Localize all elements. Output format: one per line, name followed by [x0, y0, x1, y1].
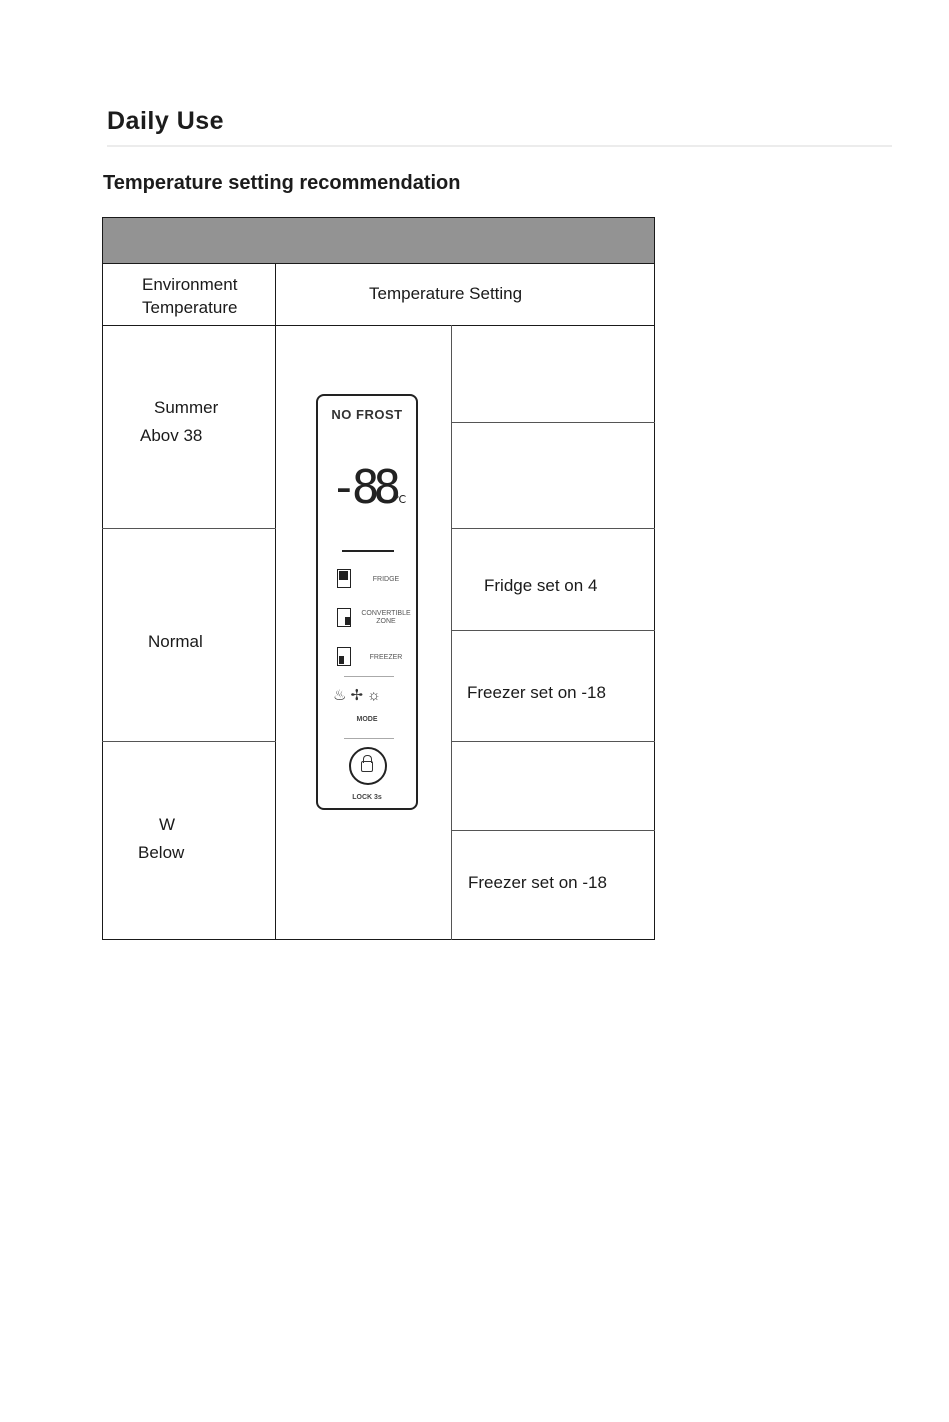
env-winter-label: W — [159, 815, 176, 834]
convertible-zone-icon — [337, 608, 351, 627]
env-temperature-header: Environment Temperature — [142, 275, 238, 317]
holiday-icon: ☼ — [367, 687, 385, 704]
env-row-divider-1 — [102, 528, 276, 529]
eco-icon: ♨ — [333, 687, 351, 704]
panel-lock-label: LOCK 3s — [352, 794, 382, 801]
table-header-bottom-rule — [102, 325, 655, 326]
panel-temperature-display: -88 — [330, 460, 396, 514]
panel-zone-freezer-label: FREEZER — [369, 654, 403, 661]
temperature-recommendation-table — [102, 217, 655, 940]
setting-normal-freezer: Freezer set on -18 — [467, 683, 606, 702]
panel-thin-divider-2 — [344, 738, 394, 739]
panel-zone-fridge-label: FRIDGE — [372, 576, 400, 583]
setting-divider-3 — [451, 630, 655, 631]
table-col-divider-setting — [451, 325, 452, 940]
section-title: Daily Use — [107, 107, 225, 135]
subsection-title: Temperature setting recommendation — [103, 172, 461, 194]
setting-divider-4 — [451, 741, 655, 742]
setting-divider-2 — [451, 528, 655, 529]
env-summer-range: Abov 38 — [140, 426, 203, 445]
env-row-divider-2 — [102, 741, 276, 742]
env-summer-label: Summer — [154, 398, 219, 417]
panel-zone-convertible-label: CONVERTIBLE ZONE — [361, 610, 411, 625]
setting-winter-freezer: Freezer set on -18 — [468, 873, 607, 892]
table-col-divider-env — [275, 264, 276, 940]
env-winter-range: Below — [138, 843, 185, 862]
panel-divider — [342, 550, 394, 552]
panel-unit-label: ℃ — [394, 494, 407, 506]
setting-divider-5 — [451, 830, 655, 831]
fridge-zone-icon — [337, 569, 351, 588]
panel-thin-divider-1 — [344, 676, 394, 677]
fan-icon: ✢ — [350, 687, 368, 704]
panel-mode-label: MODE — [356, 716, 378, 723]
temperature-setting-header: Temperature Setting — [369, 284, 523, 303]
panel-mode-icons — [333, 686, 385, 704]
freezer-zone-icon — [337, 647, 351, 666]
lock-icon — [349, 747, 387, 785]
env-normal-label: Normal — [148, 632, 203, 651]
setting-divider-1 — [451, 422, 655, 423]
table-header-bar — [102, 217, 655, 264]
control-panel-illustration — [316, 394, 418, 810]
setting-normal-fridge: Fridge set on 4 — [484, 576, 598, 595]
panel-brand-label: NO FROST — [331, 407, 403, 422]
section-divider — [107, 145, 892, 147]
table-border-bottom — [102, 939, 655, 940]
